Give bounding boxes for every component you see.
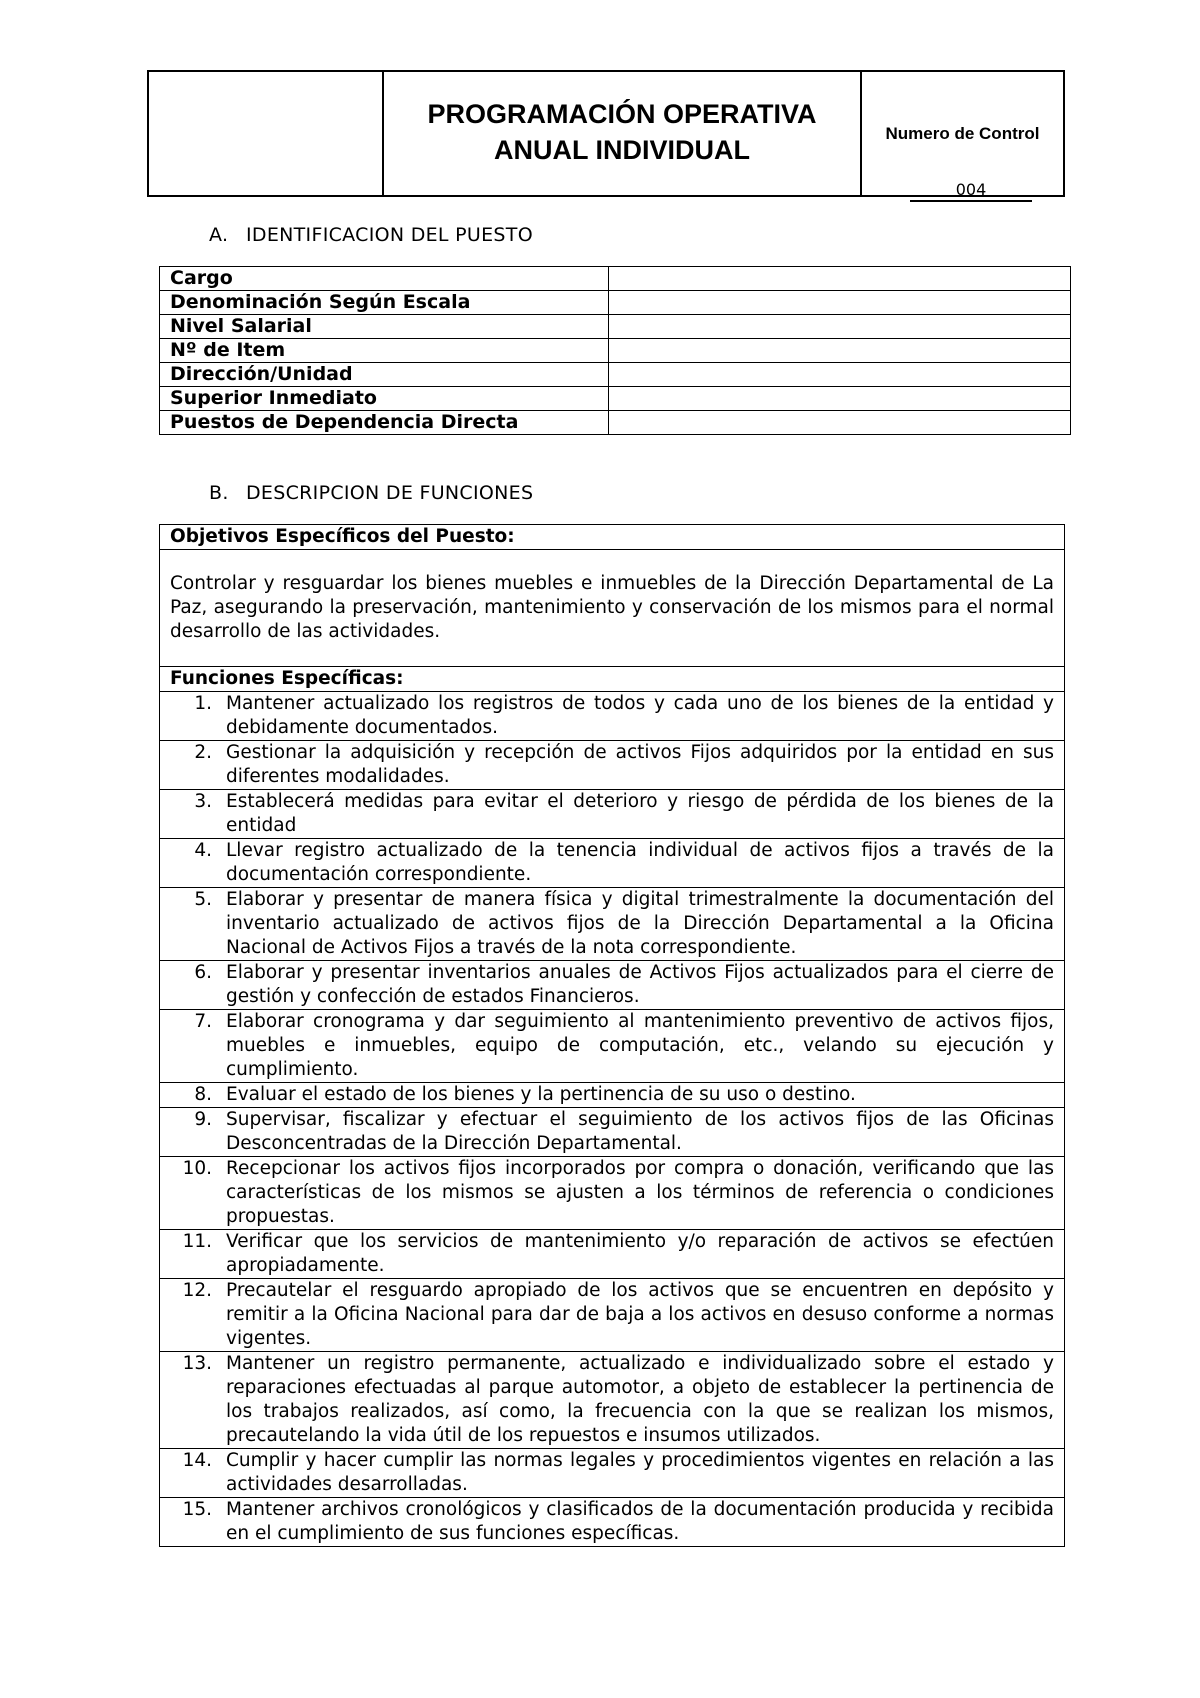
section-a-heading — [209, 224, 533, 246]
control-cell — [862, 72, 1063, 199]
identification-label: Cargo — [160, 267, 609, 291]
identification-value[interactable] — [609, 363, 1071, 387]
functions-table — [159, 524, 1065, 1547]
function-number: 13. — [182, 1353, 212, 1374]
function-item — [160, 961, 1064, 1009]
function-row — [160, 790, 1065, 839]
function-cell — [160, 1083, 1065, 1108]
function-row — [160, 1010, 1065, 1083]
function-cell — [160, 888, 1065, 961]
function-text: Cumplir y hacer cumplir las normas legales y procedimientos vigentes en relación a las actividades desarrolladas. — [226, 1450, 1054, 1495]
function-cell — [160, 1352, 1065, 1449]
function-number: 2. — [194, 742, 212, 763]
function-number: 7. — [194, 1011, 212, 1032]
function-text: Llevar registro actualizado de la tenencia individual de activos fijos a través de la documentación correspondiente. — [226, 840, 1054, 885]
function-text: Precautelar el resguardo apropiado de los activos que se encuentren en depósito y remitir a la Oficina Nacional para dar de baja a los activos en desuso conforme a normas vigentes. — [226, 1280, 1054, 1349]
title-line-1: PROGRAMACIÓN OPERATIVA — [427, 98, 817, 129]
function-item — [160, 1083, 1064, 1107]
function-row — [160, 1230, 1065, 1279]
title-line-2: ANUAL INDIVIDUAL — [494, 134, 750, 165]
document-header — [147, 70, 1065, 197]
function-item — [160, 741, 1064, 789]
function-text: Mantener un registro permanente, actualizado e individualizado sobre el estado y reparaciones efectuadas al parque automotor, a objeto de establecer la pertinencia de los trabajos realizados, así como, la frecuencia con la que se realizan los mismos, precautelando la vida útil de los repuestos e insumos utilizados. — [226, 1353, 1054, 1446]
function-row — [160, 1108, 1065, 1157]
function-text: Elaborar y presentar de manera física y digital trimestralmente la documentación del inventario actualizado de activos fijos de la Dirección Departamental a la Oficina Nacional de Activos Fijos a través de la nota correspondiente. — [226, 889, 1054, 958]
identification-row — [160, 315, 1071, 339]
logo-cell — [149, 72, 384, 195]
identification-value[interactable] — [609, 315, 1071, 339]
function-item — [160, 692, 1064, 740]
function-text: Mantener actualizado los registros de todos y cada uno de los bienes de la entidad y debidamente documentados. — [226, 693, 1054, 738]
function-cell — [160, 692, 1065, 741]
function-item — [160, 1498, 1064, 1546]
identification-value[interactable] — [609, 267, 1071, 291]
function-number: 14. — [182, 1450, 212, 1471]
identification-row — [160, 291, 1071, 315]
function-number: 15. — [182, 1499, 212, 1520]
identification-label: Denominación Según Escala — [160, 291, 609, 315]
function-number: 1. — [194, 693, 212, 714]
function-number: 5. — [194, 889, 212, 910]
function-row — [160, 692, 1065, 741]
identification-label: Nivel Salarial — [160, 315, 609, 339]
identification-value[interactable] — [609, 387, 1071, 411]
function-cell — [160, 1449, 1065, 1498]
identification-table — [159, 266, 1071, 435]
document-title — [384, 72, 862, 195]
section-b-title: DESCRIPCION DE FUNCIONES — [246, 482, 534, 504]
function-cell — [160, 1498, 1065, 1547]
function-text: Supervisar, fiscalizar y efectuar el seguimiento de los activos fijos de las Oficinas Desconcentradas de la Dirección Departamental. — [226, 1109, 1054, 1154]
function-number: 12. — [182, 1280, 212, 1301]
function-cell — [160, 741, 1065, 790]
objectives-heading: Objetivos Específicos del Puesto: — [160, 525, 1065, 550]
function-row — [160, 888, 1065, 961]
function-text: Elaborar cronograma y dar seguimiento al mantenimiento preventivo de activos fijos, muebles e inmuebles, equipo de computación, etc., velando su ejecución y cumplimiento. — [226, 1011, 1054, 1080]
function-cell — [160, 1108, 1065, 1157]
function-item — [160, 1157, 1064, 1229]
functions-heading: Funciones Específicas: — [160, 667, 1065, 692]
identification-value[interactable] — [609, 291, 1071, 315]
identification-value[interactable] — [609, 411, 1071, 435]
function-text: Mantener archivos cronológicos y clasificados de la documentación producida y recibida en el cumplimiento de sus funciones específicas. — [226, 1499, 1054, 1544]
section-a-letter: A. — [209, 224, 229, 246]
function-number: 11. — [182, 1231, 212, 1252]
objectives-text: Controlar y resguardar los bienes muebles e inmuebles de la Dirección Departamental de La Paz, asegurando la preservación, mantenimiento y conservación de los mismos para el normal desarrollo de las actividades. — [160, 550, 1065, 667]
function-row — [160, 741, 1065, 790]
section-b-heading — [209, 482, 533, 504]
function-item — [160, 1230, 1064, 1278]
function-text: Verificar que los servicios de mantenimiento y/o reparación de activos se efectúen apropiadamente. — [226, 1231, 1054, 1276]
function-cell — [160, 1279, 1065, 1352]
function-item — [160, 888, 1064, 960]
function-item — [160, 1108, 1064, 1156]
function-cell — [160, 790, 1065, 839]
function-item — [160, 1010, 1064, 1082]
identification-label: Dirección/Unidad — [160, 363, 609, 387]
function-number: 8. — [194, 1084, 212, 1105]
identification-row — [160, 363, 1071, 387]
function-cell — [160, 961, 1065, 1010]
function-row — [160, 1352, 1065, 1449]
function-cell — [160, 1010, 1065, 1083]
function-number: 4. — [194, 840, 212, 861]
function-cell — [160, 1157, 1065, 1230]
function-row — [160, 1279, 1065, 1352]
identification-label: Superior Inmediato — [160, 387, 609, 411]
function-cell — [160, 1230, 1065, 1279]
section-b-letter: B. — [209, 482, 229, 504]
identification-row — [160, 411, 1071, 435]
function-text: Evaluar el estado de los bienes y la pertinencia de su uso o destino. — [226, 1084, 856, 1105]
function-row — [160, 961, 1065, 1010]
identification-row — [160, 387, 1071, 411]
function-row — [160, 839, 1065, 888]
identification-row — [160, 339, 1071, 363]
function-row — [160, 1157, 1065, 1230]
function-number: 9. — [194, 1109, 212, 1130]
identification-value[interactable] — [609, 339, 1071, 363]
function-item — [160, 839, 1064, 887]
function-text: Gestionar la adquisición y recepción de activos Fijos adquiridos por la entidad en sus diferentes modalidades. — [226, 742, 1054, 787]
function-row — [160, 1498, 1065, 1547]
control-number: 004 — [910, 180, 1032, 202]
function-row — [160, 1449, 1065, 1498]
identification-row — [160, 267, 1071, 291]
function-text: Establecerá medidas para evitar el deterioro y riesgo de pérdida de los bienes de la entidad — [226, 791, 1054, 836]
function-text: Recepcionar los activos fijos incorporados por compra o donación, verificando que las características de los mismos se ajusten a los términos de referencia o condiciones propuestas. — [226, 1158, 1054, 1227]
function-cell — [160, 839, 1065, 888]
function-number: 10. — [182, 1158, 212, 1179]
control-label: Numero de Control — [885, 124, 1040, 143]
function-item — [160, 1352, 1064, 1448]
function-item — [160, 790, 1064, 838]
function-row — [160, 1083, 1065, 1108]
identification-label: Nº de Item — [160, 339, 609, 363]
function-item — [160, 1449, 1064, 1497]
section-a-title: IDENTIFICACION DEL PUESTO — [246, 224, 533, 246]
function-text: Elaborar y presentar inventarios anuales de Activos Fijos actualizados para el cierre de gestión y confección de estados Financieros. — [226, 962, 1054, 1007]
function-number: 3. — [194, 791, 212, 812]
function-number: 6. — [194, 962, 212, 983]
identification-label: Puestos de Dependencia Directa — [160, 411, 609, 435]
function-item — [160, 1279, 1064, 1351]
